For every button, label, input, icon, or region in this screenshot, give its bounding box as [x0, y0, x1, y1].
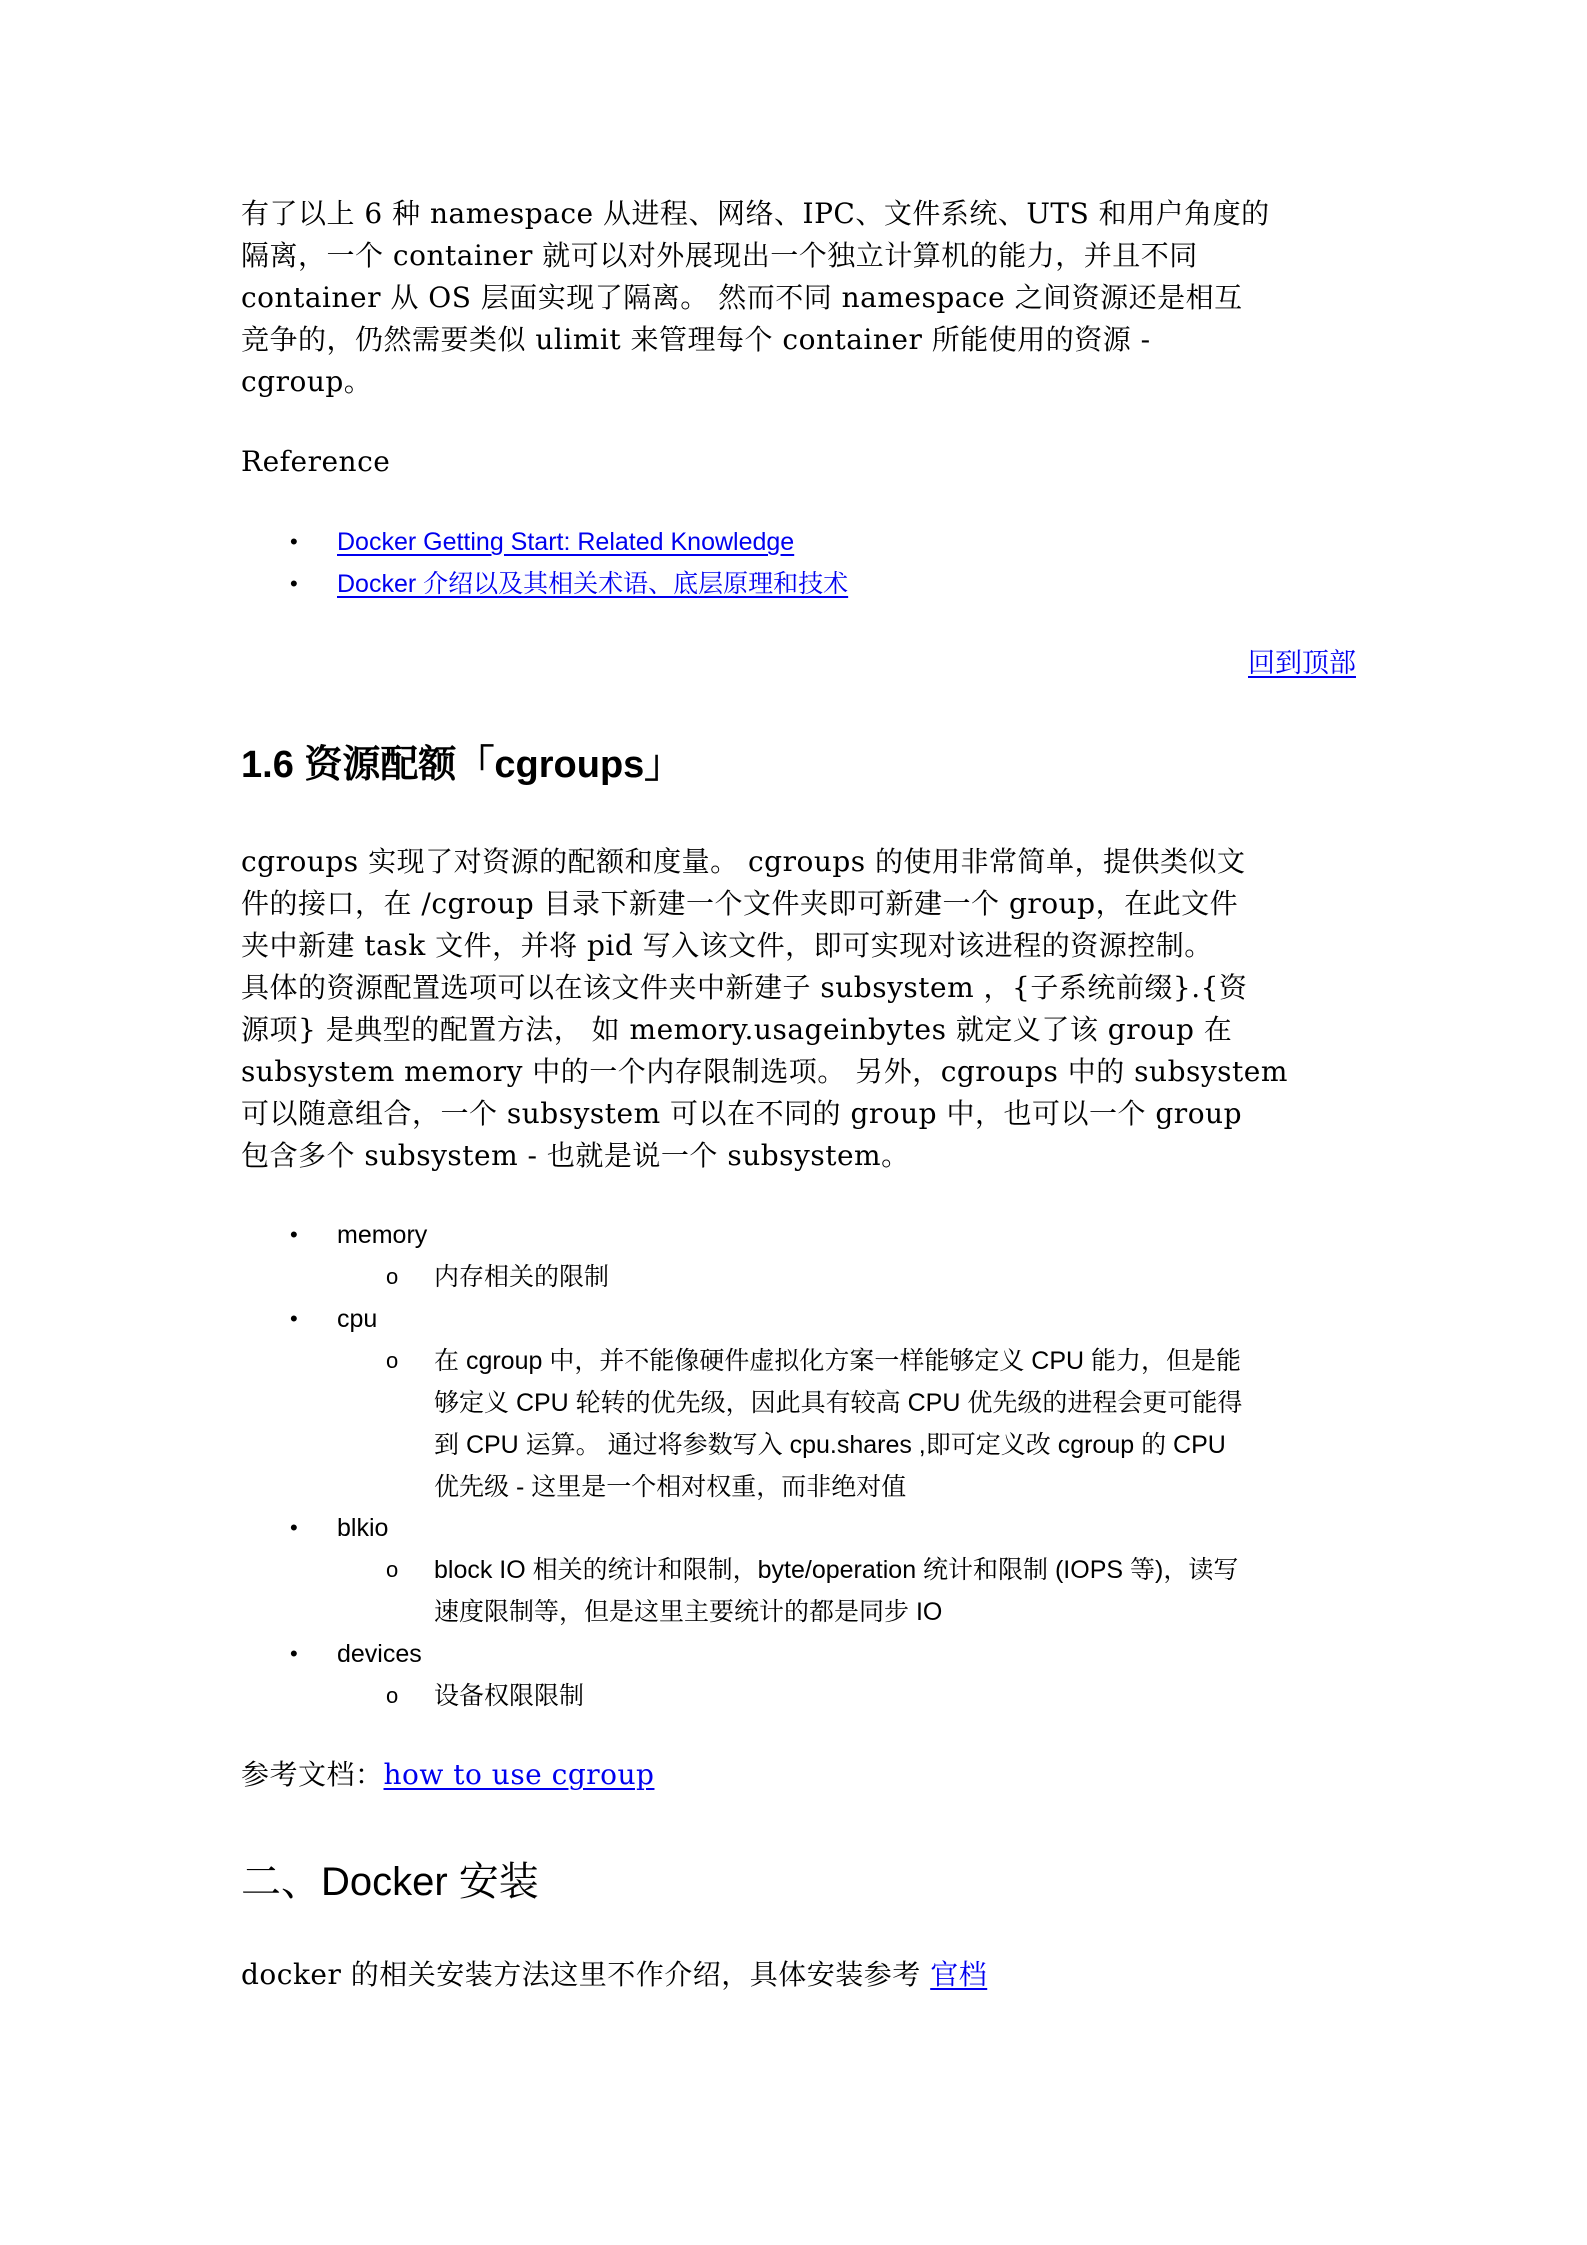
bullet-icon: •: [290, 1306, 298, 1331]
sub-bullet-icon: o: [386, 1557, 399, 1582]
sub-bullet-icon: o: [386, 1264, 399, 1289]
cgroups-line: 可以随意组合，一个 subsystem 可以在不同的 group 中，也可以一个 group: [241, 1097, 1243, 1130]
reference-link-docker-getting-start[interactable]: Docker Getting Start: Related Knowledge: [337, 528, 795, 556]
intro-line: container 从 OS 层面实现了隔离。 然而不同 namespace 之间资源还是相互: [241, 281, 1243, 314]
sub-bullet-icon: o: [386, 1683, 399, 1708]
intro-line: cgroup。: [241, 365, 373, 398]
subsystem-blkio-desc-line: 速度限制等，但是这里主要统计的都是同步 IO: [434, 1598, 943, 1626]
subsystem-cpu-desc-line: 优先级 - 这里是一个相对权重，而非绝对值: [434, 1473, 907, 1501]
back-to-top-link[interactable]: 回到顶部: [1248, 648, 1356, 678]
cgroups-line: 件的接口，在 /cgroup 目录下新建一个文件夹即可新建一个 group，在此文件: [241, 887, 1239, 920]
how-to-use-cgroup-link[interactable]: how to use cgroup: [383, 1758, 655, 1791]
section-heading-docker-install: 二、Docker 安装: [241, 1860, 539, 1904]
bullet-icon: •: [290, 1222, 298, 1247]
bullet-icon: •: [290, 529, 298, 554]
reference-link-docker-intro[interactable]: Docker 介绍以及其相关术语、底层原理和技术: [337, 570, 849, 598]
official-docs-link[interactable]: 官档: [930, 1958, 988, 1991]
cgroups-line: subsystem memory 中的一个内存限制选项。 另外，cgroups 中的 subsystem: [241, 1055, 1288, 1088]
subsystem-blkio-desc-line: block IO 相关的统计和限制，byte/operation 统计和限制 (IOPS 等)，读写: [434, 1556, 1239, 1584]
sub-bullet-icon: o: [386, 1348, 399, 1373]
cgroup-reference-line: [241, 1754, 654, 1796]
section-heading-cgroups: 1.6 资源配额「cgroups」: [241, 744, 683, 786]
subsystem-blkio: blkio: [337, 1514, 389, 1542]
subsystem-cpu-desc-line: 够定义 CPU 轮转的优先级，因此具有较高 CPU 优先级的进程会更可能得: [434, 1389, 1243, 1417]
cgroups-line: 源项} 是典型的配置方法， 如 memory.usageinbytes 就定义了该 group 在: [241, 1013, 1233, 1046]
bullet-icon: •: [290, 1515, 298, 1540]
cgroup-reference-label: 参考文档：: [241, 1758, 384, 1791]
docker-install-paragraph: [241, 1954, 987, 1996]
bullet-icon: •: [290, 571, 298, 596]
cgroups-line: 包含多个 subsystem - 也就是说一个 subsystem。: [241, 1139, 910, 1172]
subsystem-devices: devices: [337, 1640, 422, 1668]
subsystem-memory: memory: [337, 1221, 428, 1249]
cgroups-line: 夹中新建 task 文件，并将 pid 写入该文件，即可实现对该进程的资源控制。: [241, 929, 1213, 962]
cgroups-line: cgroups 实现了对资源的配额和度量。 cgroups 的使用非常简单，提供类似文: [241, 845, 1246, 878]
subsystem-devices-desc: 设备权限限制: [434, 1682, 585, 1710]
docker-install-text: docker 的相关安装方法这里不作介绍，具体安装参考: [241, 1958, 931, 1991]
subsystem-cpu-desc-line: 到 CPU 运算。 通过将参数写入 cpu.shares ,即可定义改 cgroup 的 CPU: [434, 1431, 1226, 1459]
subsystem-memory-desc: 内存相关的限制: [434, 1263, 610, 1291]
intro-line: 竞争的，仍然需要类似 ulimit 来管理每个 container 所能使用的资源 -: [241, 323, 1151, 356]
intro-line: 有了以上 6 种 namespace 从进程、网络、IPC、文件系统、UTS 和用户角度的: [241, 197, 1270, 230]
subsystem-cpu-desc-line: 在 cgroup 中，并不能像硬件虚拟化方案一样能够定义 CPU 能力，但是能: [434, 1347, 1242, 1375]
intro-line: 隔离，一个 container 就可以对外展现出一个独立计算机的能力，并且不同: [241, 239, 1198, 272]
reference-title: Reference: [241, 445, 391, 478]
subsystem-cpu: cpu: [337, 1305, 378, 1333]
cgroups-line: 具体的资源配置选项可以在该文件夹中新建子 subsystem ，{子系统前缀}.{资: [241, 971, 1248, 1004]
bullet-icon: •: [290, 1641, 298, 1666]
